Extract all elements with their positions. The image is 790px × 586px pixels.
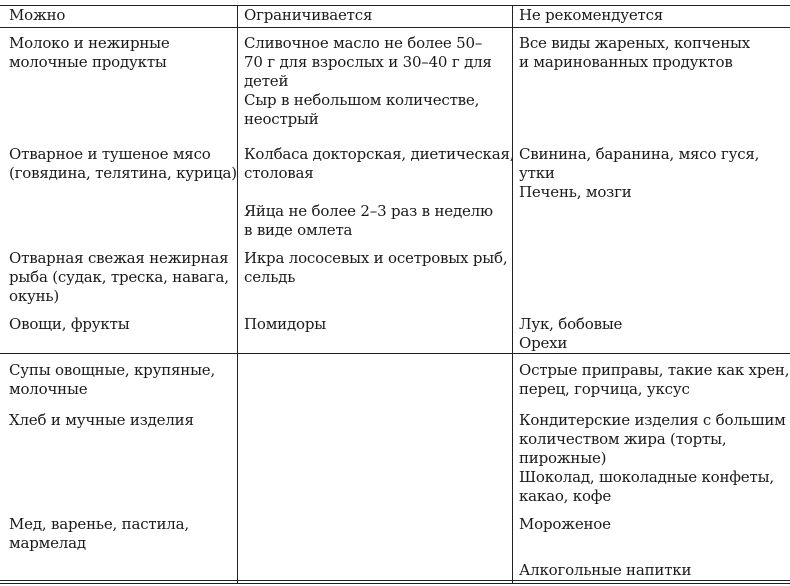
cell-can-honey: Мед, варенье, пастила, мармелад xyxy=(9,515,189,552)
cell-limited-sausage: Колбаса докторская, диетическая, столовая xyxy=(244,145,515,182)
cell-can-fish: Отварная свежая нежирная рыба (судак, треска, навага, окунь) xyxy=(9,249,229,305)
table-bottom-rule-double xyxy=(0,583,790,584)
cell-limited-caviar: Икра лососевых и осетровых рыб, сельдь xyxy=(244,249,508,286)
cell-not-fried: Все виды жареных, копченых и маринованных продуктов xyxy=(519,34,750,71)
cell-limited-eggs: Яйца не более 2–3 раз в неделю в виде омлета xyxy=(244,202,493,239)
cell-not-onion: Лук, бобовые Орехи xyxy=(519,315,623,352)
cell-can-meat: Отварное и тушеное мясо (говядина, телятина, курица) xyxy=(9,145,237,182)
column-separator-1 xyxy=(237,5,238,583)
cell-can-milk: Молоко и нежирные молочные продукты xyxy=(9,34,170,71)
cell-not-spices: Острые приправы, такие как хрен, перец, горчица, уксус xyxy=(519,361,790,398)
cell-not-pork: Свинина, баранина, мясо гуся, утки Печень, мозги xyxy=(519,145,760,201)
cell-can-soups: Супы овощные, крупяные, молочные xyxy=(9,361,216,398)
cell-not-alcohol: Алкогольные напитки xyxy=(519,561,692,579)
table-bottom-rule xyxy=(0,580,790,581)
cell-can-bread: Хлеб и мучные изделия xyxy=(9,411,194,429)
cell-not-icecream: Мороженое xyxy=(519,515,611,533)
cell-limited-tomatoes: Помидоры xyxy=(244,315,326,333)
cell-can-vegetables: Овощи, фрукты xyxy=(9,315,130,333)
header-not-recommended: Не рекомендуется xyxy=(519,6,664,24)
section-divider-rule xyxy=(0,353,790,354)
header-bottom-rule xyxy=(0,27,790,28)
header-limited: Ограничивается xyxy=(244,6,373,24)
cell-limited-butter: Сливочное масло не более 50– 70 г для взрослых и 30–40 г для детей Сыр в небольшом количестве, неострый xyxy=(244,34,492,128)
header-can: Можно xyxy=(9,6,66,24)
column-separator-2 xyxy=(512,5,513,583)
cell-not-confectionery: Кондитерские изделия с большим количеством жира (торты, пирожные) Шоколад, шоколадные конфеты, какао, кофе xyxy=(519,411,786,505)
table-top-rule xyxy=(0,5,790,6)
